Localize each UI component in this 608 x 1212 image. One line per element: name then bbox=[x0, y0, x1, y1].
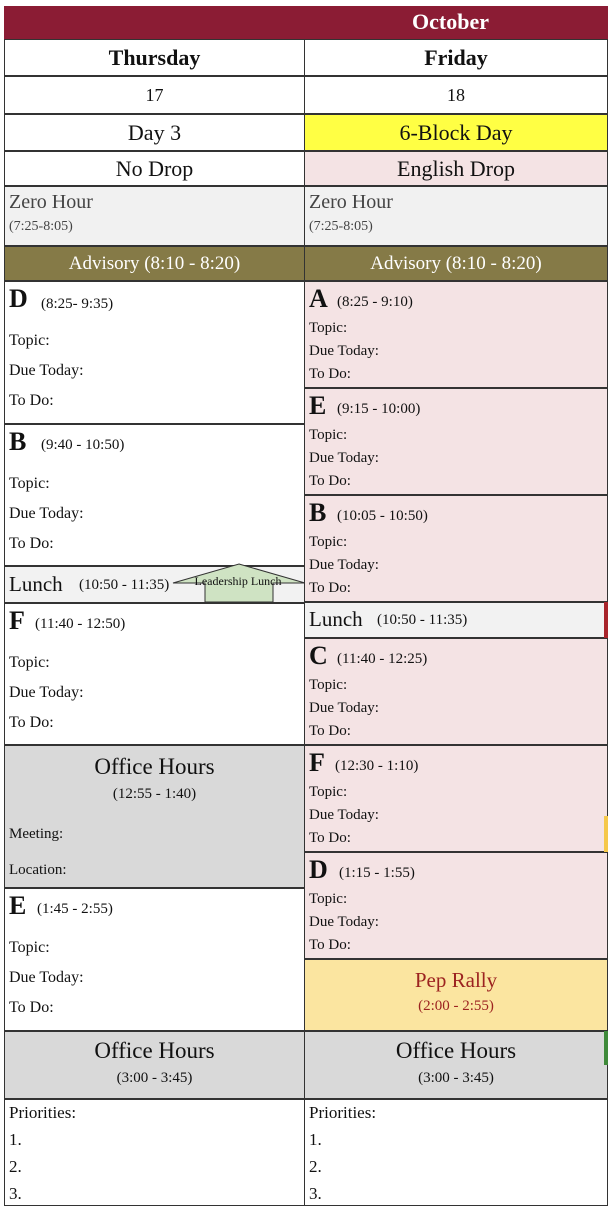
due-today-label: Due Today: bbox=[9, 505, 84, 522]
friday-priorities[interactable] bbox=[304, 1099, 608, 1206]
priority-item: 3. bbox=[309, 1184, 322, 1203]
thursday-block-f[interactable] bbox=[4, 603, 305, 745]
office-hours-title: Office Hours bbox=[94, 1038, 215, 1063]
topic-label: Topic: bbox=[9, 475, 50, 492]
priority-item: 2. bbox=[309, 1157, 322, 1176]
lunch-time: (10:50 - 11:35) bbox=[79, 577, 170, 593]
friday-block-b[interactable] bbox=[304, 495, 608, 602]
to-do-label: To Do: bbox=[9, 714, 54, 731]
block-time: (8:25- 9:35) bbox=[41, 296, 114, 312]
friday-block-c[interactable] bbox=[304, 638, 608, 745]
due-today-label: Due Today: bbox=[309, 343, 379, 359]
to-do-label: To Do: bbox=[9, 392, 54, 409]
leadership-lunch-label: Leadership Lunch bbox=[194, 574, 282, 588]
to-do-label: To Do: bbox=[309, 830, 351, 846]
block-letter: E bbox=[9, 891, 27, 920]
due-today-label: Due Today: bbox=[9, 684, 84, 701]
thursday-office-hours-2[interactable] bbox=[4, 1031, 305, 1099]
friday-day-name: Friday bbox=[304, 39, 608, 76]
thursday-block-b[interactable] bbox=[4, 424, 305, 566]
to-do-label: To Do: bbox=[309, 937, 351, 953]
block-letter: D bbox=[309, 855, 328, 884]
pep-rally-time: (2:00 - 2:55) bbox=[418, 998, 494, 1014]
topic-label: Topic: bbox=[309, 427, 348, 443]
block-time: (11:40 - 12:50) bbox=[35, 616, 126, 632]
block-letter: E bbox=[309, 391, 327, 420]
topic-label: Topic: bbox=[309, 534, 348, 550]
friday-pep-rally[interactable] bbox=[304, 959, 608, 1031]
thursday-block-d[interactable] bbox=[4, 281, 305, 424]
friday-advisory: Advisory (8:10 - 8:20) bbox=[304, 246, 608, 281]
office-hours-time: (3:00 - 3:45) bbox=[418, 1070, 494, 1086]
thursday-advisory: Advisory (8:10 - 8:20) bbox=[4, 246, 305, 281]
friday-lunch bbox=[304, 602, 608, 638]
zero-hour-time: (7:25-8:05) bbox=[309, 219, 373, 234]
block-letter: A bbox=[309, 284, 328, 313]
to-do-label: To Do: bbox=[9, 999, 54, 1016]
month-header bbox=[4, 6, 608, 39]
location-label: Location: bbox=[9, 862, 67, 878]
topic-label: Topic: bbox=[309, 677, 348, 693]
priority-item: 1. bbox=[9, 1130, 22, 1149]
block-time: (12:30 - 1:10) bbox=[335, 758, 419, 774]
to-do-label: To Do: bbox=[309, 473, 351, 489]
block-time: (1:45 - 2:55) bbox=[37, 901, 113, 917]
thursday-date: 17 bbox=[4, 76, 305, 114]
block-time: (9:15 - 10:00) bbox=[337, 401, 421, 417]
zero-hour-title: Zero Hour bbox=[9, 191, 93, 213]
thursday-drop: No Drop bbox=[4, 151, 305, 186]
thursday-day-name: Thursday bbox=[4, 39, 305, 76]
next-column-edge-fragment bbox=[604, 602, 608, 638]
topic-label: Topic: bbox=[9, 939, 50, 956]
friday-office-hours[interactable] bbox=[304, 1031, 608, 1099]
lunch-time: (10:50 - 11:35) bbox=[377, 612, 468, 628]
due-today-label: Due Today: bbox=[9, 969, 84, 986]
block-letter: F bbox=[9, 606, 25, 635]
office-hours-time: (12:55 - 1:40) bbox=[112, 786, 197, 802]
to-do-label: To Do: bbox=[309, 366, 351, 382]
to-do-label: To Do: bbox=[309, 723, 351, 739]
friday-block-f[interactable] bbox=[304, 745, 608, 852]
priority-item: 2. bbox=[9, 1157, 22, 1176]
pep-rally-title: Pep Rally bbox=[414, 968, 498, 992]
lunch-label: Lunch bbox=[9, 572, 63, 596]
office-hours-title: Office Hours bbox=[395, 1038, 517, 1063]
block-letter: D bbox=[9, 284, 28, 313]
block-time: (9:40 - 10:50) bbox=[41, 437, 125, 453]
thursday-priorities[interactable] bbox=[4, 1099, 305, 1206]
block-letter: F bbox=[309, 748, 325, 777]
office-hours-time: (3:00 - 3:45) bbox=[116, 1070, 193, 1086]
friday-drop: English Drop bbox=[304, 151, 608, 186]
meeting-label: Meeting: bbox=[9, 826, 64, 842]
friday-block-e[interactable] bbox=[304, 388, 608, 495]
to-do-label: To Do: bbox=[9, 535, 54, 552]
office-hours-title: Office Hours bbox=[94, 754, 215, 779]
block-letter: C bbox=[309, 641, 328, 670]
friday-day-type: 6-Block Day bbox=[304, 114, 608, 151]
thursday-day-type: Day 3 bbox=[4, 114, 305, 151]
thursday-zero-hour bbox=[4, 186, 305, 246]
block-time: (10:05 - 10:50) bbox=[337, 508, 428, 524]
to-do-label: To Do: bbox=[309, 580, 351, 596]
priorities-title: Priorities: bbox=[9, 1103, 77, 1122]
due-today-label: Due Today: bbox=[309, 700, 379, 716]
friday-date: 18 bbox=[304, 76, 608, 114]
month-title: October bbox=[412, 9, 489, 34]
friday-block-a[interactable] bbox=[304, 281, 608, 388]
zero-hour-title: Zero Hour bbox=[309, 191, 393, 213]
friday-zero-hour bbox=[304, 186, 608, 246]
thursday-office-hours-1[interactable] bbox=[4, 745, 305, 888]
zero-hour-time: (7:25-8:05) bbox=[9, 219, 73, 234]
block-time: (11:40 - 12:25) bbox=[337, 651, 428, 667]
lunch-label: Lunch bbox=[309, 607, 363, 631]
topic-label: Topic: bbox=[309, 784, 348, 800]
priority-item: 1. bbox=[309, 1130, 322, 1149]
thursday-block-e[interactable] bbox=[4, 888, 305, 1031]
due-today-label: Due Today: bbox=[9, 362, 84, 379]
next-column-edge-fragment bbox=[604, 1031, 608, 1065]
block-time: (1:15 - 1:55) bbox=[339, 865, 415, 881]
priority-item: 3. bbox=[9, 1184, 22, 1203]
friday-block-d[interactable] bbox=[304, 852, 608, 959]
block-letter: B bbox=[9, 427, 27, 456]
topic-label: Topic: bbox=[309, 891, 348, 907]
priorities-title: Priorities: bbox=[309, 1103, 377, 1122]
next-column-edge-fragment bbox=[604, 816, 608, 852]
block-letter: B bbox=[309, 498, 327, 527]
due-today-label: Due Today: bbox=[309, 807, 379, 823]
due-today-label: Due Today: bbox=[309, 450, 379, 466]
due-today-label: Due Today: bbox=[309, 914, 379, 930]
due-today-label: Due Today: bbox=[309, 557, 379, 573]
block-time: (8:25 - 9:10) bbox=[337, 294, 413, 310]
topic-label: Topic: bbox=[9, 332, 50, 349]
topic-label: Topic: bbox=[309, 320, 348, 336]
topic-label: Topic: bbox=[9, 654, 50, 671]
